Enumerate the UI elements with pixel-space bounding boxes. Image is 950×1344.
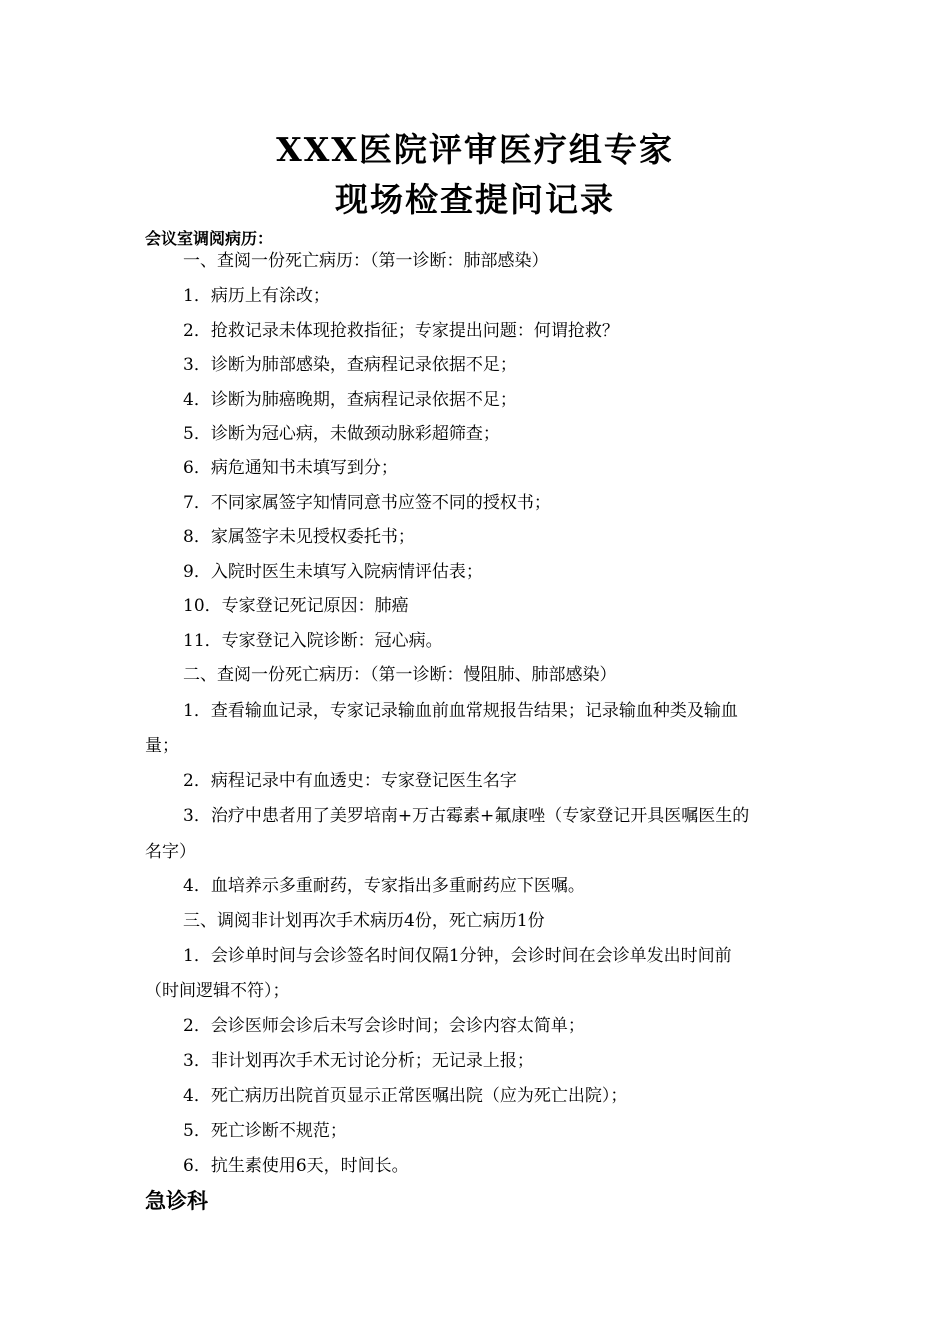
section3-item-1-line2: （时间逻辑不符）； (145, 981, 290, 1001)
section1-item-9: 9．入院时医生未填写入院病情评估表； (183, 562, 483, 582)
section1-item-5: 5．诊断为冠心病，未做颈动脉彩超筛查； (183, 424, 500, 444)
section2-item-2: 2．病程记录中有血透史：专家登记医生名字 (183, 771, 517, 791)
section3-heading: 三、调阅非计划再次手术病历4份，死亡病历1份 (183, 911, 545, 931)
section1-item-10: 10．专家登记死记原因：肺癌 (183, 596, 409, 616)
section2-item-1-line1: 1．查看输血记录，专家记录输血前血常规报告结果；记录输血种类及输血 (183, 701, 738, 721)
section2-item-3-line2: 名字） (145, 842, 196, 862)
section1-item-2: 2．抢救记录未体现抢救指征；专家提出问题：何谓抢救？ (183, 321, 619, 341)
section2-heading: 二、查阅一份死亡病历：（第一诊断：慢阻肺、肺部感染） (183, 665, 617, 685)
page-title-line2: 现场检查提问记录 (335, 180, 615, 219)
emergency-department-heading: 急诊科 (145, 1189, 208, 1213)
section2-item-4: 4．血培养示多重耐药，专家指出多重耐药应下医嘱。 (183, 876, 585, 896)
section1-heading: 一、查阅一份死亡病历：（第一诊断：肺部感染） (183, 251, 549, 271)
section3-item-3: 3．非计划再次手术无讨论分析；无记录上报； (183, 1051, 534, 1071)
section1-item-3: 3．诊断为肺部感染，查病程记录依据不足； (183, 355, 517, 375)
section3-item-2: 2．会诊医师会诊后未写会诊时间；会诊内容太简单； (183, 1016, 585, 1036)
meeting-room-heading: 会议室调阅病历： (145, 229, 274, 248)
section1-item-7: 7．不同家属签字知情同意书应签不同的授权书； (183, 493, 551, 513)
section1-item-11: 11．专家登记入院诊断：冠心病。 (183, 631, 443, 651)
page-title-line1: XXX医院评审医疗组专家 (276, 130, 674, 169)
section3-item-1-line1: 1．会诊单时间与会诊签名时间仅隔1分钟，会诊时间在会诊单发出时间前 (183, 946, 732, 966)
section3-item-4: 4．死亡病历出院首页显示正常医嘱出院（应为死亡出院）； (183, 1086, 628, 1106)
section1-item-1: 1．病历上有涂改； (183, 286, 330, 306)
section2-item-3-line1: 3．治疗中患者用了美罗培南+万古霉素+氟康唑（专家登记开具医嘱医生的 (183, 806, 750, 826)
section1-item-6: 6．病危通知书未填写到分； (183, 458, 398, 478)
section1-item-4: 4．诊断为肺癌晚期，查病程记录依据不足； (183, 390, 517, 410)
section3-item-6: 6．抗生素使用6天，时间长。 (183, 1156, 409, 1176)
section2-item-1-line2: 量； (145, 736, 179, 756)
section1-item-8: 8．家属签字未见授权委托书； (183, 527, 415, 547)
section3-item-5: 5．死亡诊断不规范； (183, 1121, 347, 1141)
